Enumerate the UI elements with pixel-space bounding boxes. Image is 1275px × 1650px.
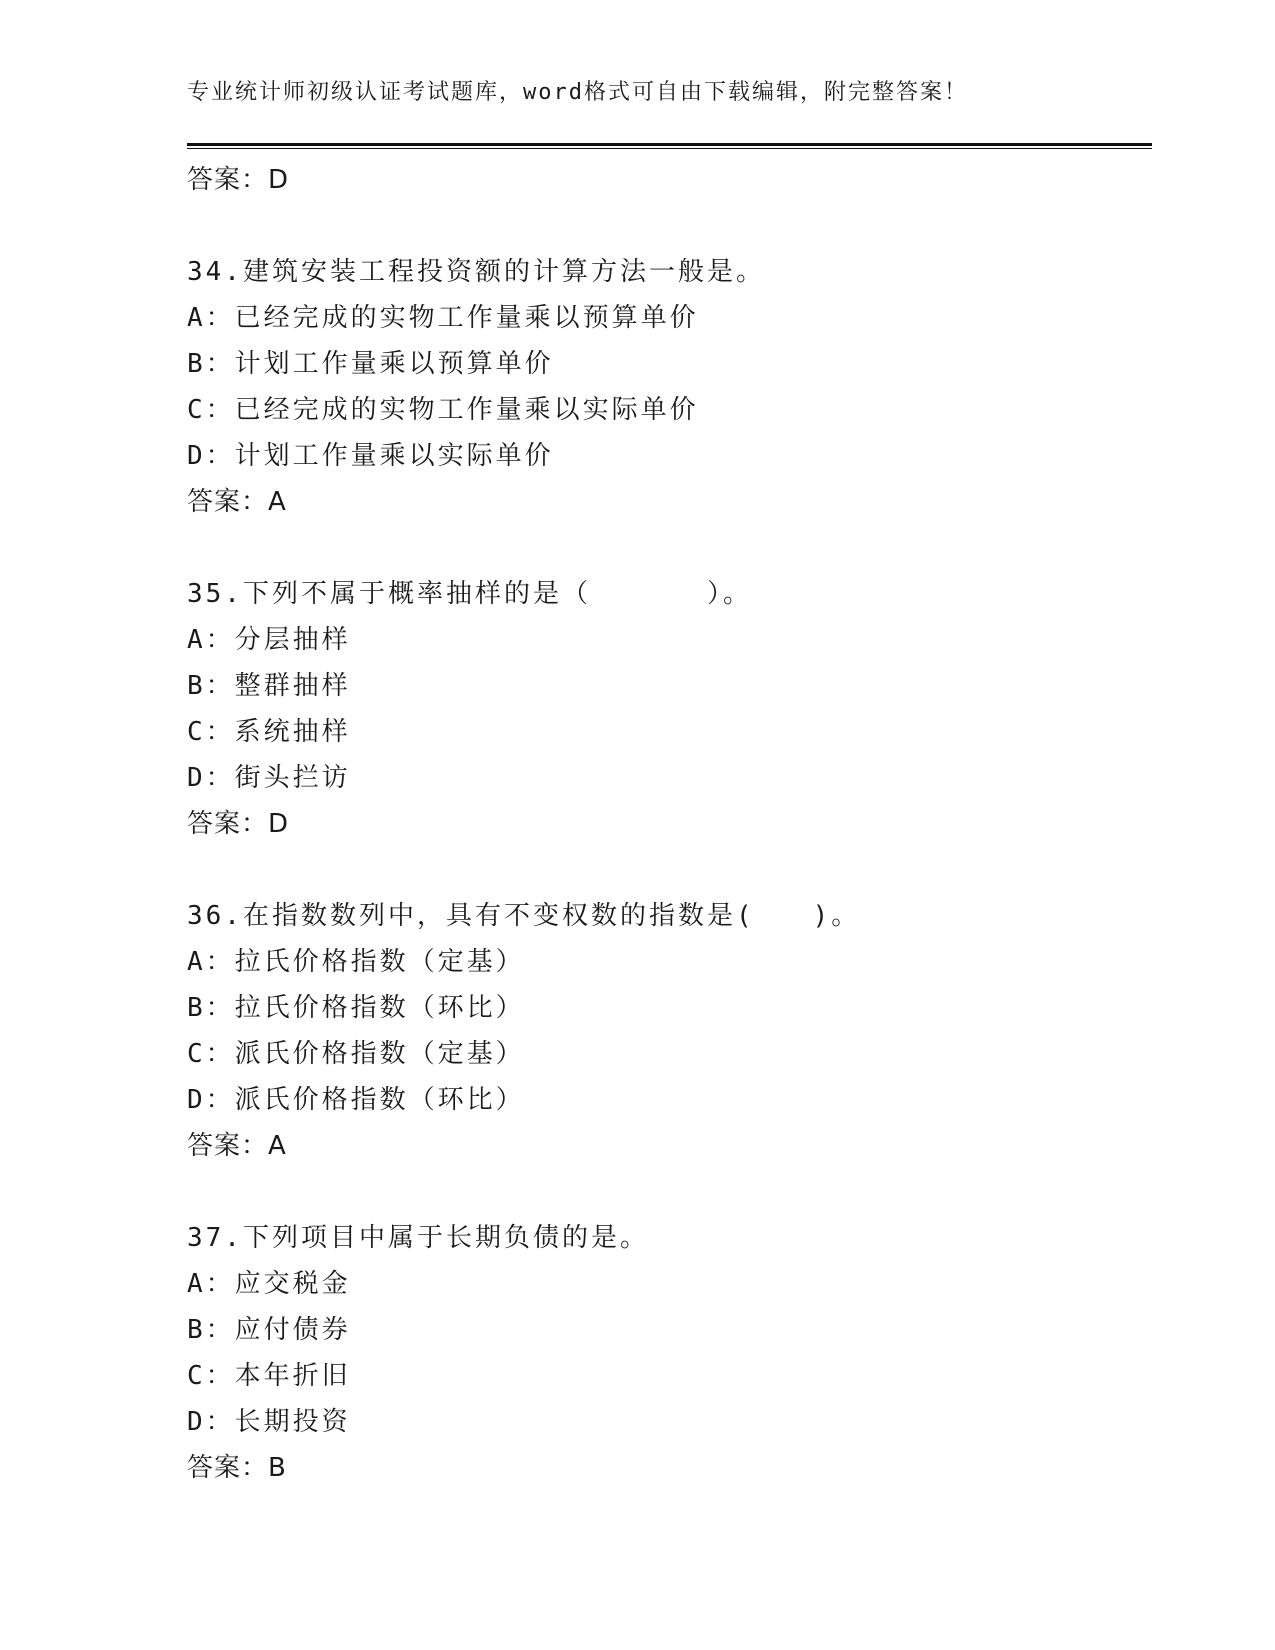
option-a: A：已经完成的实物工作量乘以预算单价 bbox=[187, 303, 699, 333]
option-d: D：长期投资 bbox=[187, 1407, 351, 1437]
page-header: 专业统计师初级认证考试题库，word格式可自由下载编辑，附完整答案！ bbox=[187, 80, 968, 105]
spacer bbox=[187, 847, 1147, 893]
option-c: C：系统抽样 bbox=[187, 717, 351, 747]
question-stem: 35.下列不属于概率抽样的是（ ）。 bbox=[187, 579, 752, 609]
option-a: A：拉氏价格指数（定基） bbox=[187, 947, 525, 977]
question-stem: 37.下列项目中属于长期负债的是。 bbox=[187, 1223, 649, 1253]
header-divider bbox=[187, 143, 1152, 149]
spacer bbox=[187, 525, 1147, 571]
option-a: A：应交税金 bbox=[187, 1269, 351, 1299]
question-stem: 36.在指数数列中，具有不变权数的指数是( )。 bbox=[187, 901, 861, 931]
question-list bbox=[187, 157, 1147, 1491]
option-b: B：拉氏价格指数（环比） bbox=[187, 993, 525, 1023]
option-c: C：派氏价格指数（定基） bbox=[187, 1039, 525, 1069]
option-d: D：街头拦访 bbox=[187, 763, 351, 793]
answer: 答案：A bbox=[187, 1131, 287, 1161]
spacer bbox=[187, 1169, 1147, 1215]
option-b: B：整群抽样 bbox=[187, 671, 351, 701]
answer-prev: 答案：D bbox=[187, 165, 290, 195]
spacer bbox=[187, 203, 1147, 249]
question-36 bbox=[187, 893, 1147, 1169]
question-35 bbox=[187, 571, 1147, 847]
question-34 bbox=[187, 249, 1147, 525]
option-d: D：计划工作量乘以实际单价 bbox=[187, 441, 554, 471]
answer: 答案：B bbox=[187, 1453, 287, 1483]
answer: 答案：D bbox=[187, 809, 290, 839]
option-b: B：计划工作量乘以预算单价 bbox=[187, 349, 554, 379]
option-c: C：本年折旧 bbox=[187, 1361, 351, 1391]
question-37 bbox=[187, 1215, 1147, 1491]
question-stem: 34.建筑安装工程投资额的计算方法一般是。 bbox=[187, 257, 765, 287]
option-c: C：已经完成的实物工作量乘以实际单价 bbox=[187, 395, 699, 425]
option-b: B：应付债券 bbox=[187, 1315, 351, 1345]
answer: 答案：A bbox=[187, 487, 287, 517]
option-d: D：派氏价格指数（环比） bbox=[187, 1085, 525, 1115]
option-a: A：分层抽样 bbox=[187, 625, 351, 655]
